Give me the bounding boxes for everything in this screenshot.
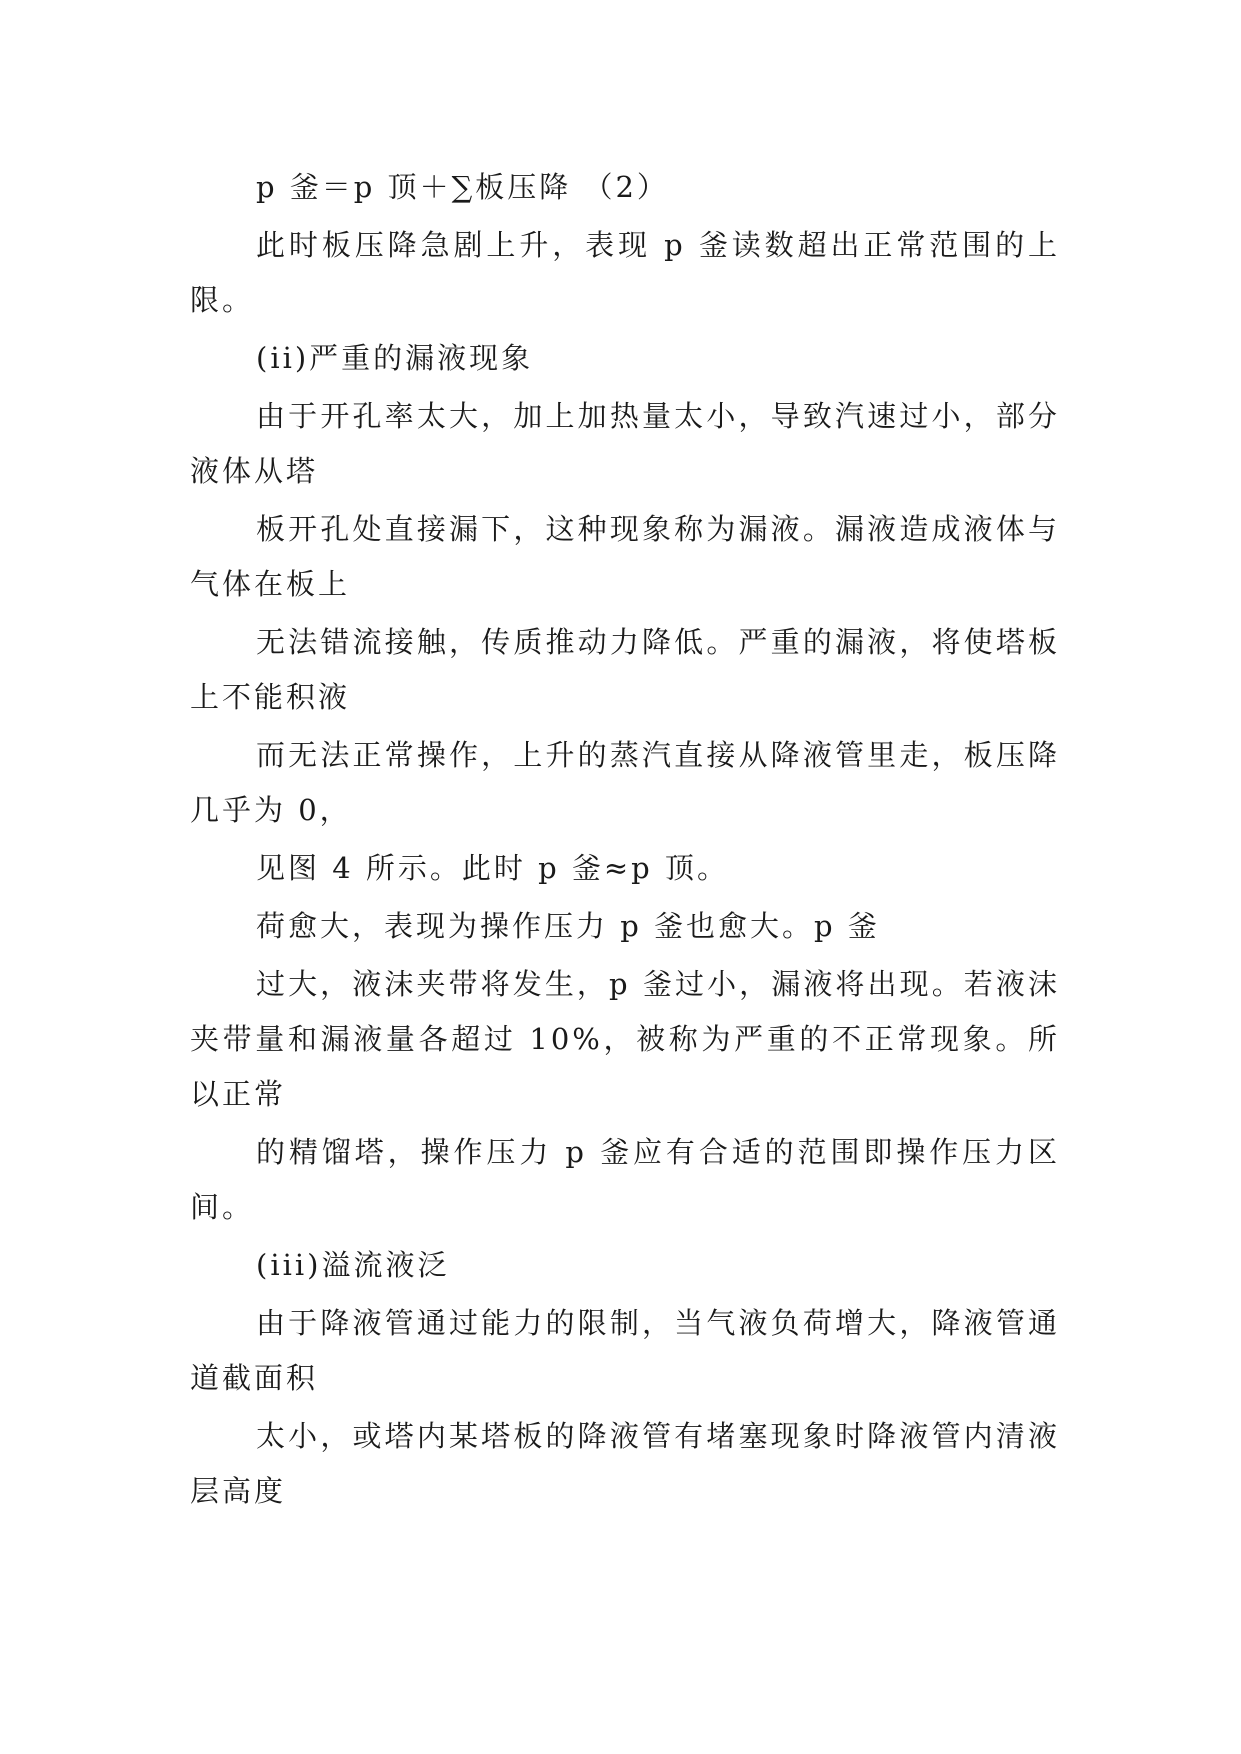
paragraph: 的精馏塔，操作压力 p 釜应有合适的范围即操作压力区间。: [190, 1135, 1060, 1224]
paragraph: 太小，或塔内某塔板的降液管有堵塞现象时降液管内清液层高度: [190, 1419, 1060, 1508]
paragraph: 荷愈大，表现为操作压力 p 釜也愈大。p 釜: [256, 909, 880, 943]
document-body: [190, 160, 1060, 1522]
section-heading: (iii)溢流液泛: [256, 1248, 450, 1282]
paragraph: 板开孔处直接漏下，这种现象称为漏液。漏液造成液体与气体在板上: [190, 512, 1060, 601]
paragraph: 由于开孔率太大，加上加热量太小，导致汽速过小，部分液体从塔: [190, 399, 1060, 488]
paragraph: 见图 4 所示。此时 p 釜≈p 顶。: [256, 851, 729, 885]
paragraph: 过大，液沫夹带将发生，p 釜过小，漏液将出现。若液沫夹带量和漏液量各超过 10%，被称为严重的不正常现象。所以正常: [190, 967, 1060, 1111]
paragraph: 而无法正常操作，上升的蒸汽直接从降液管里走，板压降几乎为 0，: [190, 738, 1060, 827]
paragraph: 由于降液管通过能力的限制，当气液负荷增大，降液管通道截面积: [190, 1306, 1060, 1395]
section-heading: (ii)严重的漏液现象: [256, 341, 534, 375]
formula-line: p 釜＝p 顶＋∑板压降 （2）: [256, 170, 669, 204]
paragraph: 此时板压降急剧上升，表现 p 釜读数超出正常范围的上限。: [190, 228, 1060, 317]
paragraph: 无法错流接触，传质推动力降低。严重的漏液，将使塔板上不能积液: [190, 625, 1060, 714]
